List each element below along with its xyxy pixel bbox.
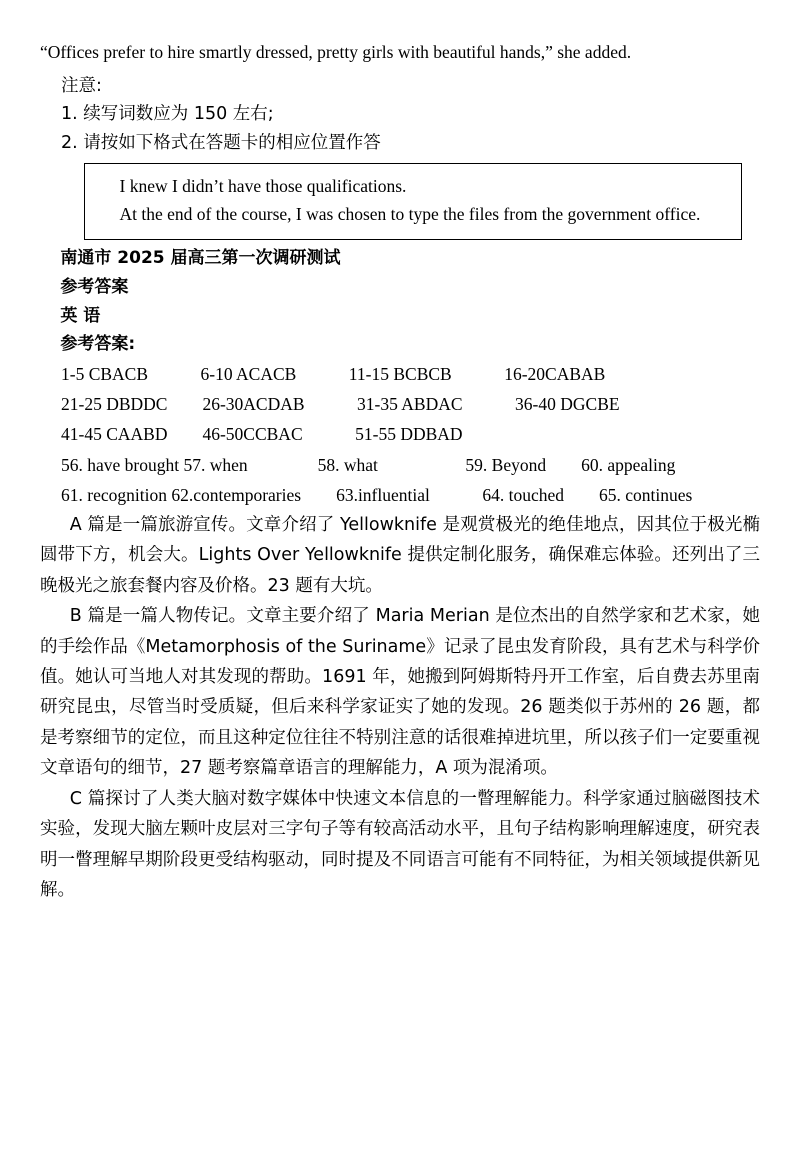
- notice-item-2: 2. 请按如下格式在答题卡的相应位置作答: [61, 132, 381, 153]
- notice-label: 注意:: [61, 76, 102, 96]
- analysis-paragraph-c: C 篇探讨了人类大脑对数字媒体中快速文本信息的一瞥理解能力。科学家通过脑磁图技术实验，发现大脑左颗叶皮层对三字句子等有较高活动水平，且句子结构影响理解速度，研究表明一瞥理解早期阶段更受结构驱动，同时提及不同语言可能有不同特征，为相关领域提供新见解。: [40, 788, 760, 900]
- objective-answers-row-1: 1-5 CBACB 6-10 ACACB 11-15 BCBCB 16-20CABAB: [61, 364, 606, 385]
- sample-answer-line-2: At the end of the course, I was chosen to type the files from the government office.: [119, 204, 701, 225]
- reference-answer-label-2: 参考答案:: [60, 334, 136, 355]
- analysis-paragraph-b: B 篇是一篇人物传记。文章主要介绍了 Maria Merian 是位杰出的自然学家和艺术家，她的手绘作品《Metamorphosis of the Suriname》记录了昆虫发育阶段，具有艺术与科学价值。她认可当地人对其发现的帮助。1691 年，她搬到阿姆斯特丹开工作室，后自费去苏里南研究昆虫，尽管当时受质疑，但后来科学家证实了她的发现。26 题类似于苏州的 26 题，都是考察细节的定位，而且这种定位往往不特别注意的话很难掉进坑里，所以孩子们一定要重视文章语句的细节，27 题考察篇章语言的理解能力，A 项为混淆项。: [40, 606, 760, 779]
- sample-answer-box: [84, 163, 742, 240]
- notice-item-1: 1. 续写词数应为 150 左右;: [61, 104, 274, 125]
- opening-quote: “Offices prefer to hire smartly dressed, pretty girls with beautiful hands,” she added.: [40, 42, 632, 62]
- fill-answers-row-2: 61. recognition 62.contemporaries 63.influential 64. touched 65. continues: [61, 484, 693, 505]
- analysis-paragraph-a: A 篇是一篇旅游宣传。文章介绍了 Yellowknife 是观赏极光的绝佳地点，因其位于极光椭圆带下方，机会大。Lights Over Yellowknife 提供定制化服务，确保难忘体验。还列出了三晚极光之旅套餐内容及价格。23 题有大坑。: [40, 514, 760, 596]
- fill-answers-row-1: 56. have brought 57. when 58. what 59. Beyond 60. appealing: [61, 454, 676, 475]
- subject-label: 英 语: [60, 305, 101, 326]
- objective-answers-row-2: 21-25 DBDDC 26-30ACDAB 31-35 ABDAC 36-40 DGCBE: [61, 394, 620, 415]
- reference-answer-label: 参考答案: [60, 276, 129, 297]
- objective-answers-row-3: 41-45 CAABD 46-50CCBAC 51-55 DDBAD: [61, 424, 463, 445]
- exam-title: 南通市 2025 届高三第一次调研测试: [60, 247, 341, 268]
- sample-answer-line-1: I knew I didn’t have those qualifications.: [119, 176, 407, 197]
